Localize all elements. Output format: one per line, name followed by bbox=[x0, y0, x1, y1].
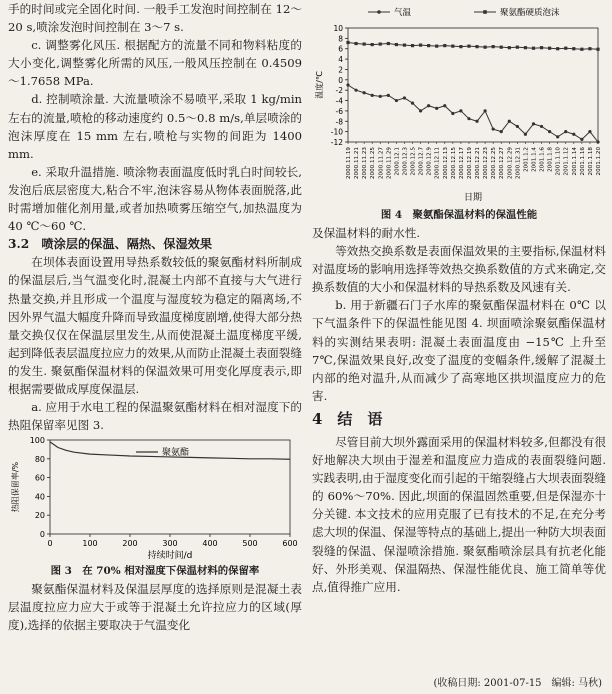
y-tick-label: -4 bbox=[335, 96, 343, 106]
data-point bbox=[588, 130, 591, 133]
data-point bbox=[580, 138, 583, 141]
x-axis-label: 日期 bbox=[463, 193, 483, 203]
x-tick-label: 2000.12.9 bbox=[426, 147, 433, 176]
x-tick-label: 2001.1.8 bbox=[547, 147, 554, 172]
data-point bbox=[363, 91, 366, 94]
x-tick-label: 2000.12.25 bbox=[491, 147, 498, 180]
data-point bbox=[548, 130, 551, 133]
figure-3-caption: 图 3 在 70% 相对湿度下保温材料的保留率 bbox=[50, 565, 260, 578]
x-tick-label: 2001.1.4 bbox=[531, 147, 538, 172]
data-point bbox=[596, 140, 599, 143]
data-point bbox=[395, 43, 398, 46]
paragraph: a. 应用于水电工程的保温聚氨酯材料在相对湿度下的热阻保留率见图 3. bbox=[8, 400, 302, 433]
paragraph: 在坝体表面设置用导热系数较低的聚氨酯材料所制成的保温层后,当气温变化时,混凝土内部不直接与大气进行热量交换,并且形成一个温度与湿度较为稳定的隔离场,不因外界气温大幅度升降而导致温度梯度剧增,使得大部分热量交换仅仅在保温层里发生,从而使混凝土温度梯度平缓,起到降低表层温度拉应力的效果,从而防止混凝土表面裂缝的发生. 聚氨酯保温材料的保温效果可用变化厚度表示,即根据需要做成厚度保温层. bbox=[8, 255, 302, 396]
data-point bbox=[556, 135, 559, 138]
data-point bbox=[580, 48, 583, 51]
paragraph: 手的时间或完全固化时间. 一般手工发泡时间控制在 12～20 s,喷涂发泡时间控制在 3～7 s. bbox=[8, 2, 302, 35]
data-point bbox=[467, 45, 470, 48]
y-tick-label: -8 bbox=[335, 117, 343, 127]
data-point bbox=[379, 95, 382, 98]
x-tick-label: 600 bbox=[282, 539, 298, 549]
y-tick-label: -6 bbox=[335, 106, 343, 116]
paragraph: e. 采取升温措施. 喷涂物表面温度低时乳白时间较长,发泡后底层密度大,粘合不牢,泡沫容易从物体表面脱落,此时需增加催化剂用量,或者加热喷雾压缩空气,加热温度为 40 ℃～60 ℃. bbox=[8, 164, 302, 234]
y-tick-label: 2 bbox=[338, 65, 343, 75]
data-point bbox=[363, 42, 366, 45]
x-tick-label: 2001.1.2 bbox=[523, 147, 530, 172]
data-point bbox=[467, 117, 470, 120]
x-tick-label: 2000.12.1 bbox=[394, 147, 401, 176]
data-point bbox=[524, 46, 527, 49]
y-tick-label: 0 bbox=[338, 75, 343, 85]
data-point bbox=[492, 45, 495, 48]
right-column bbox=[312, 0, 606, 596]
paragraph: d. 控制喷涂量. 大流量喷涂不易喷平,采取 1 kg/min 左右的流量,喷枪的移动速度约 0.5～0.8 m/s,单层喷涂的泡沫厚度在 15 mm 左右,喷枪与实物的间距为 1400 mm. bbox=[8, 92, 302, 161]
data-point bbox=[403, 96, 406, 99]
data-point bbox=[564, 130, 567, 133]
data-point bbox=[435, 107, 438, 110]
data-point bbox=[411, 102, 414, 105]
data-point bbox=[540, 125, 543, 128]
series-line-气温 bbox=[348, 85, 598, 142]
data-point bbox=[427, 44, 430, 47]
x-axis-label: 持续时间/d bbox=[147, 551, 193, 562]
x-tick-label: 2000.12.17 bbox=[458, 147, 465, 180]
data-point bbox=[572, 47, 575, 50]
data-point bbox=[475, 120, 478, 123]
data-point bbox=[411, 44, 414, 47]
paragraph: c. 调整雾化风压. 根据配方的流量不同和物料粘度的大小变化,调整雾化所需的风压,一般风压控制在 0.4509～1.7658 MPa. bbox=[8, 38, 302, 89]
data-point bbox=[443, 44, 446, 47]
figure-3-chart bbox=[8, 434, 302, 562]
data-point bbox=[524, 133, 527, 136]
plot-frame bbox=[348, 28, 598, 142]
data-point bbox=[379, 42, 382, 45]
x-tick-label: 2000.12.13 bbox=[442, 147, 449, 180]
data-point bbox=[516, 125, 519, 128]
paragraph: 尽管目前大坝外露面采用的保温材料较多,但都没有很好地解决大坝由于湿差和温度应力造成的表面裂缝问题. 实践表明,由于湿度变化而引起的干缩裂缝占大坝表面裂缝的 60%～70%. 因此,坝面的保温固然重要,但是保湿亦十分关键. 本文技术的应用克服了已有技术的不足,在充分考虑大坝的保温、保湿等特点的基础上,提出一种防大坝表面裂缝的保温、保湿喷涂措施. 聚氨酯喷涂层具有抗老化能好、外形美观、保温隔热、保湿性能优良、施工简单等优点,值得推广应用. bbox=[312, 434, 606, 594]
x-tick-label: 2001.1.18 bbox=[587, 147, 594, 176]
y-tick-label: 10 bbox=[333, 24, 343, 33]
y-tick-label: -10 bbox=[330, 127, 343, 137]
y-tick-label: 40 bbox=[34, 492, 45, 502]
y-tick-label: 60 bbox=[34, 473, 45, 483]
data-point bbox=[346, 41, 349, 44]
y-axis-label: 温度/℃ bbox=[315, 71, 324, 99]
x-tick-label: 2001.1.6 bbox=[539, 147, 546, 172]
x-tick-label: 2001.1.12 bbox=[563, 147, 570, 176]
x-tick-label: 2000.12.5 bbox=[410, 147, 417, 176]
y-tick-label: 80 bbox=[34, 455, 45, 465]
data-point bbox=[492, 127, 495, 130]
paragraph: 等效热交换系数是表面保温效果的主要指标,保温材料对温度场的影响用选择等效热交换系数值的方式来确定,交换系数值的大小和保温材料的导热系数及风速有关. bbox=[312, 244, 606, 295]
x-tick-label: 300 bbox=[162, 539, 178, 549]
figure-4-chart bbox=[312, 0, 606, 206]
data-point bbox=[596, 48, 599, 51]
x-tick-label: 2000.11.23 bbox=[362, 147, 369, 180]
x-tick-label: 2000.12.21 bbox=[475, 147, 482, 180]
x-tick-label: 2000.12.19 bbox=[466, 147, 473, 180]
y-tick-label: 4 bbox=[338, 55, 343, 65]
data-point bbox=[459, 109, 462, 112]
data-point bbox=[346, 83, 349, 86]
data-point bbox=[354, 42, 357, 45]
x-tick-label: 2000.11.27 bbox=[378, 147, 385, 180]
x-tick-label: 2000.12.7 bbox=[418, 147, 425, 176]
data-point bbox=[387, 42, 390, 45]
x-tick-label: 0 bbox=[47, 539, 53, 549]
data-point bbox=[387, 94, 390, 97]
received-date-footer: (收稿日期: 2001-07-15 编辑: 马秋) bbox=[433, 678, 602, 689]
legend-marker bbox=[483, 10, 487, 14]
y-tick-label: 8 bbox=[338, 34, 343, 44]
x-tick-label: 2000.11.25 bbox=[370, 147, 377, 180]
x-tick-label: 2000.12.15 bbox=[450, 147, 457, 180]
series-line-聚氨酯硬质泡沫 bbox=[348, 43, 598, 50]
x-tick-label: 400 bbox=[202, 539, 218, 549]
data-point bbox=[588, 47, 591, 50]
y-tick-label: 100 bbox=[29, 436, 45, 446]
data-point bbox=[403, 44, 406, 47]
data-point bbox=[548, 47, 551, 50]
data-point bbox=[516, 46, 519, 49]
left-column bbox=[8, 0, 302, 635]
y-tick-label: -12 bbox=[330, 138, 343, 147]
data-point bbox=[532, 122, 535, 125]
data-point bbox=[508, 120, 511, 123]
x-tick-label: 2001.1.10 bbox=[555, 147, 562, 176]
data-point bbox=[451, 45, 454, 48]
x-tick-label: 2000.11.21 bbox=[354, 147, 361, 180]
data-point bbox=[443, 104, 446, 107]
data-point bbox=[419, 109, 422, 112]
paragraph: b. 用于新疆石门子水库的聚氨酯保温材料在 0℃ 以下气温条件下的保温性能见图 4. 坝面喷涂聚氨酯保温材料的实测结果表明: 混凝土表面温度由 −15℃ 上升至 7℃,保温效果良好,改变了温度的变幅条件,缓解了混凝土内部的绝对温升,从而减少了高寒地区拱坝温度应力的危害. bbox=[312, 298, 606, 403]
data-point bbox=[419, 44, 422, 47]
section-heading: 4 结 语 bbox=[312, 409, 383, 428]
x-tick-label: 2000.11.29 bbox=[386, 147, 393, 180]
paragraph: 及保温材料的耐水性. bbox=[312, 226, 421, 240]
data-point bbox=[540, 46, 543, 49]
data-point bbox=[500, 130, 503, 133]
y-tick-label: 0 bbox=[39, 530, 45, 540]
y-tick-label: 20 bbox=[34, 511, 45, 521]
x-tick-label: 2000.12.31 bbox=[515, 147, 522, 180]
data-point bbox=[395, 99, 398, 102]
section-heading: 3.2 喷涂层的保温、隔热、保湿效果 bbox=[8, 237, 213, 252]
data-point bbox=[556, 47, 559, 50]
data-point bbox=[354, 89, 357, 92]
x-tick-label: 2000.12.27 bbox=[499, 147, 506, 180]
y-tick-label: 6 bbox=[338, 44, 343, 54]
data-point bbox=[532, 47, 535, 50]
legend-label: 聚氨酯硬质泡沫 bbox=[500, 8, 560, 18]
data-point bbox=[572, 133, 575, 136]
legend-marker bbox=[377, 10, 381, 14]
data-point bbox=[371, 94, 374, 97]
x-tick-label: 2000.12.29 bbox=[507, 147, 514, 180]
x-tick-label: 100 bbox=[82, 539, 98, 549]
x-tick-label: 2000.12.23 bbox=[483, 147, 490, 180]
data-point bbox=[371, 43, 374, 46]
figure-4-caption: 图 4 聚氨酯保温材料的保温性能 bbox=[380, 209, 538, 221]
x-tick-label: 2000.11.19 bbox=[346, 147, 352, 180]
paragraph: 聚氨酯保温材料及保温层厚度的选择原则是混凝土表层温度拉应力应大于或等于混凝土允许拉应力的区域(厚度),选择的依据主要取决于气温变化 bbox=[8, 582, 302, 633]
data-point bbox=[427, 104, 430, 107]
data-point bbox=[435, 45, 438, 48]
x-tick-label: 200 bbox=[122, 539, 138, 549]
data-point bbox=[451, 112, 454, 115]
data-point bbox=[475, 45, 478, 48]
y-tick-label: -2 bbox=[335, 86, 343, 96]
x-tick-label: 2001.1.14 bbox=[571, 147, 578, 176]
x-tick-label: 2001.1.20 bbox=[596, 147, 602, 176]
x-tick-label: 2000.12.11 bbox=[434, 147, 441, 180]
x-tick-label: 2001.1.16 bbox=[579, 147, 586, 176]
data-point bbox=[564, 47, 567, 50]
data-point bbox=[500, 46, 503, 49]
data-point bbox=[459, 45, 462, 48]
data-point bbox=[483, 46, 486, 49]
x-tick-label: 2000.12.3 bbox=[402, 147, 409, 176]
legend-label: 气温 bbox=[394, 8, 412, 18]
y-axis-label: 热阻保留率/% bbox=[11, 462, 20, 513]
data-point bbox=[508, 46, 511, 49]
data-point bbox=[483, 109, 486, 112]
x-tick-label: 500 bbox=[242, 539, 258, 549]
legend-label: 聚氨酯 bbox=[162, 448, 190, 459]
